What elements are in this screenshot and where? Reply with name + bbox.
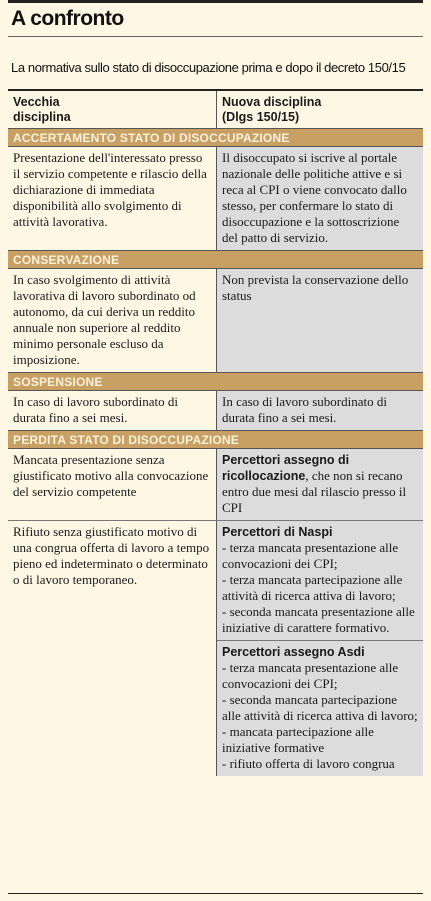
- ricollocazione-text: , che non si recano entro due mesi dal rilascio presso il CPI: [222, 468, 407, 515]
- section-accertamento: ACCERTAMENTO STATO DI DISOCCUPAZIONE: [8, 128, 423, 147]
- ricollocazione-title: Percettori assegno di ricollocazione: [222, 453, 350, 483]
- perdita-row2-old: Rifiuto senza giustificato motivo di una congrua offerta di lavoro a tempo pieno ed indeterminato o determinato o di lavoro temporaneo.: [8, 521, 217, 776]
- naspi-title: Percettori di Naspi: [222, 525, 333, 539]
- table-row: [8, 147, 423, 250]
- table-row: [8, 269, 423, 372]
- asdi-item: - seconda mancata partecipazione alle attività di ricerca attiva di lavoro;: [222, 692, 418, 723]
- perdita-row1-old: Mancata presentazione senza giustificato motivo alla convocazione del servizio competente: [8, 449, 217, 520]
- sospensione-old: In caso di lavoro subordinato di durata fino a sei mesi.: [8, 391, 217, 430]
- header-left-line-2: disciplina: [13, 110, 71, 124]
- perdita-row1-new: [217, 449, 423, 520]
- top-rule: [8, 0, 423, 3]
- header-right-line-1: Nuova disciplina: [222, 95, 322, 109]
- section-sospensione: SOSPENSIONE: [8, 372, 423, 391]
- header-right-line-2: (Dlgs 150/15): [222, 110, 300, 124]
- section-conservazione: CONSERVAZIONE: [8, 250, 423, 269]
- sospensione-new: In caso di lavoro subordinato di durata fino a sei mesi.: [217, 391, 423, 430]
- table-row: [8, 520, 423, 776]
- page-title: A confronto: [11, 7, 124, 30]
- naspi-block: [217, 521, 423, 640]
- asdi-item: - mancata partecipazione alle iniziative formative: [222, 724, 374, 755]
- asdi-title: Percettori assegno Asdi: [222, 645, 365, 659]
- naspi-item: - terza mancata presentazione alle convocazioni dei CPI;: [222, 540, 399, 571]
- title-divider: [8, 36, 423, 37]
- accertamento-old: Presentazione dell'interessato presso il servizio competente e rilascio della dichiarazione di immediata disponibilità allo svolgimento di attività lavorativa.: [8, 147, 217, 250]
- table-header-row: [8, 91, 423, 128]
- asdi-block: [217, 640, 423, 776]
- conservazione-old: In caso svolgimento di attività lavorativa di lavoro subordinato od autonomo, da cui deriva un reddito annuale non superiore al reddito minimo personale escluso da imposizione.: [8, 269, 217, 372]
- naspi-item: - seconda mancata presentazione alle iniziative di carattere formativo.: [222, 604, 415, 635]
- accertamento-new: Il disoccupato si iscrive al portale nazionale delle politiche attive e si reca al CPI o viene convocato dallo stesso, per confermare lo stato di disoccupazione e la sottoscrizione del patto di servizio.: [217, 147, 423, 250]
- asdi-item: - terza mancata presentazione alle convocazioni dei CPI;: [222, 660, 399, 691]
- comparison-table: [8, 89, 423, 776]
- bottom-rule: [8, 893, 423, 894]
- conservazione-new: Non prevista la conservazione dello status: [217, 269, 423, 372]
- table-row: [8, 449, 423, 520]
- page-subtitle: La normativa sullo stato di disoccupazione prima e dopo il decreto 150/15: [11, 60, 406, 75]
- asdi-item: - rifiuto offerta di lavoro congrua: [222, 756, 395, 771]
- perdita-row2-new: [217, 521, 423, 776]
- header-old-discipline: [8, 91, 217, 128]
- header-new-discipline: [217, 91, 423, 128]
- header-left-line-1: Vecchia: [13, 95, 60, 109]
- table-row: [8, 391, 423, 430]
- naspi-item: - terza mancata partecipazione alle attività di ricerca attiva di lavoro;: [222, 572, 403, 603]
- section-perdita: PERDITA STATO DI DISOCCUPAZIONE: [8, 430, 423, 449]
